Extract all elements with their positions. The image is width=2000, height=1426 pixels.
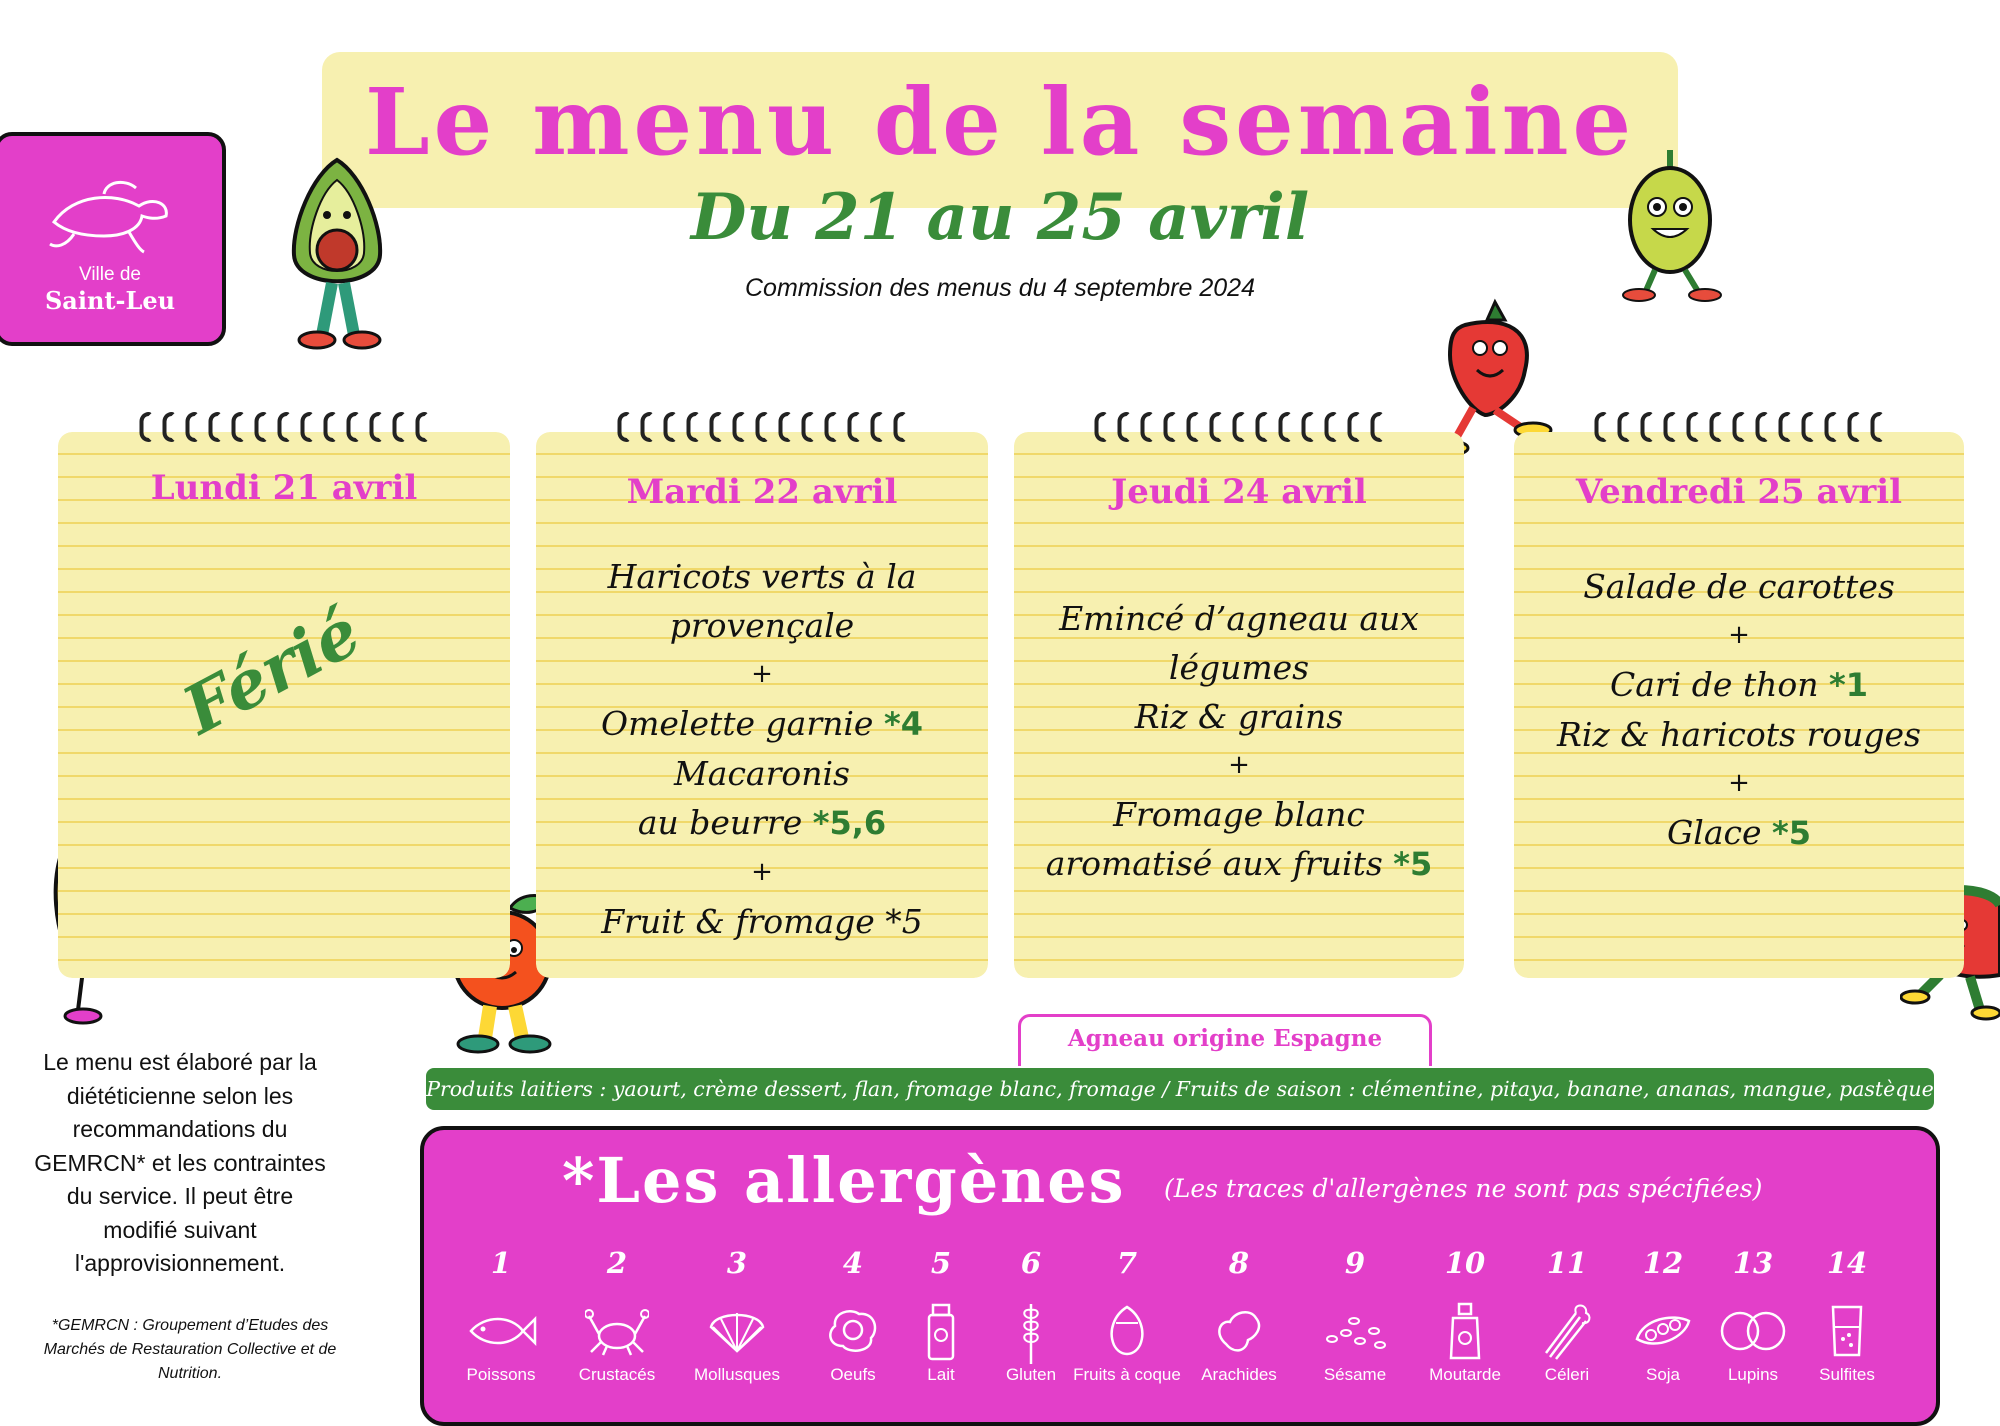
day-title: Lundi 21 avril [150, 468, 418, 508]
spiral-rings [1090, 412, 1389, 446]
wheat-icon [1016, 1296, 1046, 1366]
celery-icon [1542, 1301, 1592, 1361]
nut-icon [1104, 1303, 1150, 1359]
allergen-item: 9 Sésame [1300, 1246, 1410, 1383]
day-card-mardi [536, 432, 988, 978]
menu-items [1014, 594, 1464, 889]
menu-line: Fromage blanc [1113, 795, 1365, 834]
menu-plus: + [751, 857, 773, 887]
allergen-panel [420, 1126, 1940, 1426]
allergen-item: 13 Lupins [1698, 1246, 1808, 1383]
menu-line: Glace *5 [1666, 813, 1812, 852]
page-title: Le menu de la semaine [364, 68, 1636, 176]
avocado-mascot-icon [282, 155, 392, 355]
menu-line: Fruit & fromage *5 [601, 902, 923, 941]
menu-plus: + [1728, 620, 1750, 650]
gemrcn-footnote: *GEMRCN : Groupement d’Etudes des Marchés de Restauration Collective et de Nutrition. [43, 1317, 337, 1382]
allergen-item: 10 Moutarde [1429, 1246, 1501, 1384]
allergen-ref: *4 [883, 705, 923, 743]
allergen-item: 8 Arachides [1201, 1246, 1277, 1384]
day-card-lundi [58, 432, 510, 978]
menu-line: provençale [669, 606, 855, 645]
allergen-item: 5 Lait [886, 1246, 996, 1383]
menu-line: Cari de thon *1 [1609, 665, 1869, 704]
day-title: Mardi 22 avril [626, 472, 898, 512]
allergen-subtitle: (Les traces d'allergènes ne sont pas spécifiées) [1164, 1174, 1763, 1203]
dietitian-note: Le menu est élaboré par la diététicienne selon les recommandations du GEMRCN* et les contraintes du service. Il peut être modifié suivant l'approvisionnement. [34, 1049, 326, 1276]
allergen-item: 11 Céleri [1512, 1246, 1622, 1383]
crab-icon [585, 1306, 649, 1356]
allergen-ref: *1 [1829, 666, 1869, 704]
peanut-icon [1212, 1304, 1266, 1358]
ferie-label: Férié [170, 592, 373, 750]
mustard-icon [1445, 1300, 1485, 1362]
allergen-item: 6 Gluten [1005, 1246, 1057, 1384]
spiral-rings [1590, 412, 1889, 446]
lupin-icon [1718, 1309, 1788, 1353]
menu-line: Emincé d’agneau aux [1059, 599, 1419, 638]
menu-line: Riz & grains [1134, 697, 1344, 736]
day-card-jeudi [1014, 432, 1464, 978]
shell-icon [707, 1305, 767, 1357]
spiral-rings [613, 412, 912, 446]
spiral-rings [135, 412, 434, 446]
allergen-item: 3 Mollusques [694, 1246, 780, 1384]
allergen-ref: *5 [1772, 814, 1812, 852]
seasonal-products-band: Produits laitiers : yaourt, crème dessert, flan, fromage blanc, fromage / Fruits de saison : clémentine, pitaya, banane, ananas, mangue, pastèque [426, 1068, 1934, 1110]
day-card-vendredi [1514, 432, 1964, 978]
allergen-item: 14 Sulfites [1819, 1246, 1875, 1384]
turtle-icon [44, 174, 174, 254]
menu-items [1514, 562, 1964, 858]
allergen-item: 4 Oeufs [798, 1246, 908, 1383]
menu-line: Salade de carottes [1583, 567, 1895, 606]
menu-line: Omelette garnie *4 [601, 704, 923, 743]
milk-icon [921, 1301, 961, 1361]
allergen-ref: *5,6 [812, 804, 887, 842]
date-range: Du 21 au 25 avril [690, 180, 1310, 255]
fish-icon [465, 1311, 537, 1351]
day-title: Vendredi 25 avril [1575, 472, 1903, 512]
sulfite-icon [1827, 1303, 1867, 1359]
menu-line: Haricots verts à la [607, 557, 917, 596]
menu-items [536, 552, 988, 946]
sesame-icon [1320, 1309, 1390, 1353]
allergen-item: 7 Fruits à coque [1073, 1246, 1181, 1384]
day-title: Jeudi 24 avril [1111, 472, 1367, 512]
allergen-item: 1 Poissons [466, 1246, 536, 1384]
lamb-origin-tag: Agneau origine Espagne [1018, 1014, 1432, 1066]
menu-plus: + [751, 659, 773, 689]
allergen-item: 12 Soja [1608, 1246, 1718, 1383]
menu-plus: + [1728, 768, 1750, 798]
durian-mascot-icon [1615, 145, 1725, 305]
menu-line: légumes [1168, 648, 1310, 687]
allergen-title: *Les allergènes [562, 1144, 1126, 1217]
soy-icon [1633, 1309, 1693, 1353]
menu-plus: + [1228, 750, 1250, 780]
allergen-ref: *5 [1393, 845, 1433, 883]
menu-line: Macaronis [673, 754, 850, 793]
commission-note: Commission des menus du 4 septembre 2024 [745, 274, 1255, 302]
menu-line: Riz & haricots rouges [1557, 715, 1921, 754]
egg-icon [825, 1306, 881, 1356]
logo-line1: Ville de [79, 264, 141, 285]
city-logo[interactable] [0, 132, 226, 346]
menu-line: aromatisé aux fruits *5 [1045, 844, 1433, 883]
logo-line2: Saint-Leu [44, 286, 176, 315]
menu-line: au beurre *5,6 [637, 803, 887, 842]
allergen-item: 2 Crustacés [578, 1246, 656, 1384]
